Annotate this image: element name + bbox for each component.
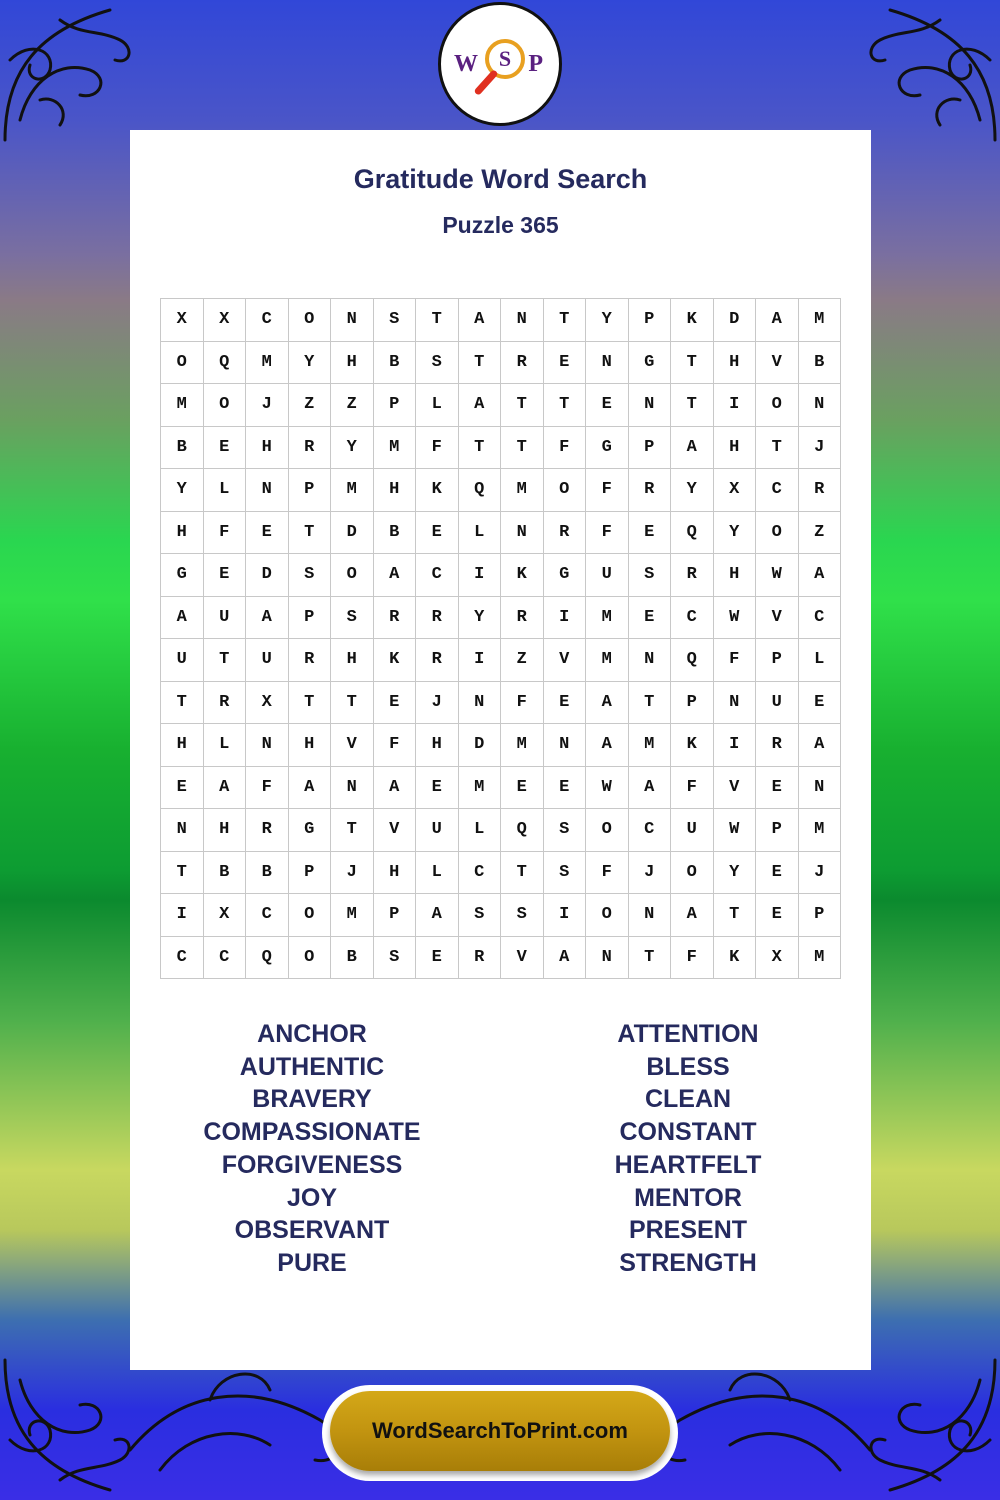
grid-cell[interactable]: C (204, 937, 247, 980)
grid-cell[interactable]: M (799, 937, 842, 980)
word-list-item: STRENGTH (619, 1248, 757, 1277)
grid-cell[interactable]: B (374, 512, 417, 555)
grid-cell[interactable]: S (416, 342, 459, 385)
grid-cell[interactable]: Y (714, 852, 757, 895)
word-list-item: ANCHOR (257, 1020, 367, 1048)
word-list-right (523, 1018, 853, 1280)
grid-cell[interactable]: T (459, 427, 502, 470)
grid-cell[interactable]: E (204, 554, 247, 597)
grid-cell[interactable]: Q (501, 809, 544, 852)
grid-cell[interactable]: T (629, 682, 672, 725)
grid-cell[interactable]: D (331, 512, 374, 555)
grid-cell[interactable]: H (246, 427, 289, 470)
grid-cell[interactable]: M (799, 299, 842, 342)
grid-cell[interactable]: K (374, 639, 417, 682)
logo-letter-s: S (498, 46, 512, 71)
grid-cell[interactable]: I (459, 554, 502, 597)
grid-cell[interactable]: O (544, 469, 587, 512)
grid-cell[interactable]: E (501, 767, 544, 810)
grid-cell[interactable]: H (289, 724, 332, 767)
grid-cell[interactable]: M (459, 767, 502, 810)
grid-cell[interactable]: X (714, 469, 757, 512)
grid-cell[interactable]: L (416, 384, 459, 427)
grid-cell[interactable]: X (756, 937, 799, 980)
grid-cell[interactable]: A (629, 767, 672, 810)
grid-cell[interactable]: N (501, 299, 544, 342)
grid-cell[interactable]: Z (289, 384, 332, 427)
grid-cell[interactable]: G (586, 427, 629, 470)
grid-cell[interactable]: E (161, 767, 204, 810)
grid-cell[interactable]: E (416, 512, 459, 555)
grid-cell[interactable]: K (671, 724, 714, 767)
grid-cell[interactable]: T (671, 384, 714, 427)
grid-cell[interactable]: M (374, 427, 417, 470)
grid-cell[interactable]: N (629, 894, 672, 937)
grid-cell[interactable]: S (289, 554, 332, 597)
grid-cell[interactable]: T (501, 384, 544, 427)
grid-cell[interactable]: F (204, 512, 247, 555)
grid-cell[interactable]: V (756, 597, 799, 640)
word-list-item: PRESENT (628, 1216, 748, 1245)
grid-cell[interactable]: W (714, 809, 757, 852)
grid-cell[interactable]: U (246, 639, 289, 682)
word-list-item: CLEAN (644, 1085, 732, 1114)
grid-cell[interactable]: Y (289, 342, 332, 385)
grid-cell[interactable]: O (331, 554, 374, 597)
grid-cell[interactable]: P (671, 682, 714, 725)
grid-cell[interactable]: C (246, 299, 289, 342)
word-list-item: BLESS (646, 1052, 730, 1081)
grid-cell[interactable]: N (331, 299, 374, 342)
puzzle-sheet (130, 130, 871, 1370)
grid-cell[interactable]: R (204, 682, 247, 725)
grid-cell[interactable]: C (671, 597, 714, 640)
grid-cell[interactable]: H (714, 554, 757, 597)
word-list-item: FORGIVENESS (221, 1150, 403, 1179)
grid-cell[interactable]: M (331, 469, 374, 512)
grid-cell[interactable]: R (756, 724, 799, 767)
grid-cell[interactable]: A (374, 767, 417, 810)
grid-cell[interactable]: Q (459, 469, 502, 512)
grid-cell[interactable]: E (586, 384, 629, 427)
grid-cell[interactable]: H (204, 809, 247, 852)
grid-cell[interactable]: I (459, 639, 502, 682)
grid-cell[interactable]: P (374, 894, 417, 937)
grid-cell[interactable]: F (586, 512, 629, 555)
grid-cell[interactable]: O (756, 512, 799, 555)
grid-cell[interactable]: V (374, 809, 417, 852)
grid-cell[interactable]: M (246, 342, 289, 385)
grid-cell[interactable]: Z (799, 512, 842, 555)
grid-cell[interactable]: T (544, 299, 587, 342)
grid-cell[interactable]: T (714, 894, 757, 937)
grid-cell[interactable]: Q (204, 342, 247, 385)
word-list-item: CONSTANT (619, 1118, 757, 1147)
grid-cell[interactable]: E (374, 682, 417, 725)
grid-cell[interactable]: M (799, 809, 842, 852)
grid-cell[interactable]: R (246, 809, 289, 852)
grid-cell[interactable]: E (629, 512, 672, 555)
grid-cell[interactable]: O (161, 342, 204, 385)
grid-cell[interactable]: P (374, 384, 417, 427)
site-banner[interactable] (322, 1385, 678, 1481)
grid-cell[interactable]: X (161, 299, 204, 342)
grid-cell[interactable]: T (331, 682, 374, 725)
grid-cell[interactable]: H (714, 342, 757, 385)
grid-cell[interactable]: J (416, 682, 459, 725)
grid-cell[interactable]: X (246, 682, 289, 725)
grid-cell[interactable]: C (799, 597, 842, 640)
grid-cell[interactable]: V (714, 767, 757, 810)
grid-cell[interactable]: P (756, 809, 799, 852)
grid-cell[interactable]: E (544, 682, 587, 725)
grid-cell[interactable]: T (416, 299, 459, 342)
page-title: Gratitude Word Search (353, 164, 648, 194)
grid-cell[interactable]: H (331, 639, 374, 682)
grid-cell[interactable]: E (756, 852, 799, 895)
grid-cell[interactable]: M (586, 597, 629, 640)
grid-cell[interactable]: U (161, 639, 204, 682)
word-list-item: OBSERVANT (234, 1216, 390, 1245)
grid-cell[interactable]: N (246, 724, 289, 767)
grid-cell[interactable]: I (161, 894, 204, 937)
grid-cell[interactable]: H (416, 724, 459, 767)
grid-cell[interactable]: S (331, 597, 374, 640)
grid-cell[interactable]: T (289, 682, 332, 725)
grid-cell[interactable]: V (544, 639, 587, 682)
grid-cell[interactable]: U (416, 809, 459, 852)
grid-cell[interactable]: I (714, 384, 757, 427)
grid-cell[interactable]: E (756, 767, 799, 810)
grid-cell[interactable]: P (629, 427, 672, 470)
grid-cell[interactable]: K (714, 937, 757, 980)
grid-cell[interactable]: R (289, 427, 332, 470)
grid-cell[interactable]: Q (671, 639, 714, 682)
logo-letter-w: W (454, 51, 478, 77)
grid-cell[interactable]: P (289, 852, 332, 895)
grid-cell[interactable]: J (799, 427, 842, 470)
grid-cell[interactable]: C (416, 554, 459, 597)
grid-cell[interactable]: P (289, 597, 332, 640)
grid-cell[interactable]: R (374, 597, 417, 640)
grid-cell[interactable]: I (544, 597, 587, 640)
grid-cell[interactable]: P (629, 299, 672, 342)
grid-cell[interactable]: A (799, 554, 842, 597)
grid-cell[interactable]: F (416, 427, 459, 470)
grid-cell[interactable]: A (246, 597, 289, 640)
word-list-item: JOY (286, 1183, 338, 1212)
grid-cell[interactable]: O (289, 937, 332, 980)
grid-cell[interactable]: O (586, 894, 629, 937)
grid-cell[interactable]: C (246, 894, 289, 937)
grid-cell[interactable]: T (204, 639, 247, 682)
grid-cell[interactable]: N (714, 682, 757, 725)
grid-cell[interactable]: J (799, 852, 842, 895)
grid-cell[interactable]: E (246, 512, 289, 555)
grid-cell[interactable]: B (204, 852, 247, 895)
grid-cell[interactable]: L (204, 724, 247, 767)
grid-cell[interactable]: W (756, 554, 799, 597)
grid-cell[interactable]: P (756, 639, 799, 682)
grid-cell[interactable]: T (289, 512, 332, 555)
grid-cell[interactable]: R (416, 639, 459, 682)
grid-cell[interactable]: M (501, 469, 544, 512)
grid-cell[interactable]: L (204, 469, 247, 512)
grid-cell[interactable]: M (629, 724, 672, 767)
word-list-left (147, 1018, 477, 1280)
word-list-item: COMPASSIONATE (203, 1118, 421, 1147)
grid-cell[interactable]: S (501, 894, 544, 937)
grid-cell[interactable]: E (629, 597, 672, 640)
grid-cell[interactable]: A (289, 767, 332, 810)
grid-cell[interactable]: W (714, 597, 757, 640)
grid-cell[interactable]: C (756, 469, 799, 512)
grid-cell[interactable]: N (161, 809, 204, 852)
grid-cell[interactable]: A (544, 937, 587, 980)
ornament-corner-top-right (850, 0, 1000, 150)
logo-letter-p: P (528, 51, 543, 77)
grid-cell[interactable]: O (289, 299, 332, 342)
grid-cell[interactable]: Z (501, 639, 544, 682)
grid-cell[interactable]: A (586, 682, 629, 725)
grid-cell[interactable]: I (544, 894, 587, 937)
grid-cell[interactable]: N (459, 682, 502, 725)
grid-cell[interactable]: W (586, 767, 629, 810)
grid-cell[interactable]: C (459, 852, 502, 895)
puzzle-number: Puzzle 365 (442, 212, 559, 238)
grid-cell[interactable]: E (756, 894, 799, 937)
grid-cell[interactable]: H (374, 469, 417, 512)
grid-cell[interactable]: S (374, 937, 417, 980)
grid-cell[interactable]: A (161, 597, 204, 640)
word-list-item: ATTENTION (617, 1020, 759, 1048)
grid-cell[interactable]: Y (161, 469, 204, 512)
grid-cell[interactable]: T (459, 342, 502, 385)
grid-cell[interactable]: A (204, 767, 247, 810)
grid-cell[interactable]: E (416, 767, 459, 810)
grid-cell[interactable]: M (161, 384, 204, 427)
grid-cell[interactable]: L (799, 639, 842, 682)
grid-cell[interactable]: D (246, 554, 289, 597)
grid-cell[interactable]: G (544, 554, 587, 597)
grid-cell[interactable]: T (501, 852, 544, 895)
grid-cell[interactable]: T (331, 809, 374, 852)
grid-cell[interactable]: N (246, 469, 289, 512)
grid-cell[interactable]: S (544, 852, 587, 895)
grid-cell[interactable]: U (586, 554, 629, 597)
grid-cell[interactable]: U (204, 597, 247, 640)
grid-cell[interactable]: Y (459, 597, 502, 640)
grid-cell[interactable]: B (246, 852, 289, 895)
grid-cell[interactable]: R (459, 937, 502, 980)
grid-cell[interactable]: X (204, 894, 247, 937)
grid-cell[interactable]: S (374, 299, 417, 342)
grid-cell[interactable]: M (331, 894, 374, 937)
grid-cell[interactable]: D (459, 724, 502, 767)
grid-cell[interactable]: A (416, 894, 459, 937)
grid-cell[interactable]: V (501, 937, 544, 980)
grid-cell[interactable]: Y (714, 512, 757, 555)
grid-cell[interactable]: O (289, 894, 332, 937)
grid-cell[interactable]: A (799, 724, 842, 767)
grid-cell[interactable]: N (501, 512, 544, 555)
grid-cell[interactable]: R (629, 469, 672, 512)
grid-cell[interactable]: K (501, 554, 544, 597)
grid-cell[interactable]: T (671, 342, 714, 385)
grid-cell[interactable]: A (671, 427, 714, 470)
grid-cell[interactable]: Y (671, 469, 714, 512)
grid-cell[interactable]: S (544, 809, 587, 852)
grid-cell[interactable]: F (586, 852, 629, 895)
grid-cell[interactable]: L (459, 809, 502, 852)
grid-cell[interactable]: O (586, 809, 629, 852)
wsp-logo[interactable] (438, 2, 562, 126)
word-list-item: BRAVERY (252, 1085, 372, 1114)
grid-cell[interactable]: J (246, 384, 289, 427)
grid-cell[interactable]: F (246, 767, 289, 810)
grid-cell[interactable]: T (629, 937, 672, 980)
grid-cell[interactable]: V (756, 342, 799, 385)
grid-cell[interactable]: Y (586, 299, 629, 342)
grid-cell[interactable]: T (161, 852, 204, 895)
grid-cell[interactable]: Z (331, 384, 374, 427)
grid-cell[interactable]: R (799, 469, 842, 512)
grid-cell[interactable]: H (161, 724, 204, 767)
grid-cell[interactable]: E (799, 682, 842, 725)
grid-cell[interactable]: F (586, 469, 629, 512)
grid-cell[interactable]: F (714, 639, 757, 682)
grid-cell[interactable]: V (331, 724, 374, 767)
grid-cell[interactable]: H (331, 342, 374, 385)
grid-cell[interactable]: G (161, 554, 204, 597)
grid-cell[interactable]: K (671, 299, 714, 342)
grid-cell[interactable]: T (756, 427, 799, 470)
grid-cell[interactable]: A (671, 894, 714, 937)
grid-cell[interactable]: H (714, 427, 757, 470)
grid-cell[interactable]: L (459, 512, 502, 555)
grid-cell[interactable]: U (671, 809, 714, 852)
grid-cell[interactable]: B (374, 342, 417, 385)
grid-cell[interactable]: R (501, 597, 544, 640)
grid-cell[interactable]: M (501, 724, 544, 767)
grid-cell[interactable]: A (586, 724, 629, 767)
grid-cell[interactable]: B (799, 342, 842, 385)
grid-cell[interactable]: H (161, 512, 204, 555)
grid-cell[interactable]: F (671, 767, 714, 810)
word-list-item: PURE (277, 1248, 347, 1277)
grid-cell[interactable]: T (501, 427, 544, 470)
grid-cell[interactable]: M (586, 639, 629, 682)
grid-cell[interactable]: K (416, 469, 459, 512)
grid-cell[interactable]: A (374, 554, 417, 597)
grid-cell[interactable]: P (289, 469, 332, 512)
grid-cell[interactable]: N (799, 384, 842, 427)
grid-cell[interactable]: T (161, 682, 204, 725)
grid-cell[interactable]: S (629, 554, 672, 597)
grid-cell[interactable]: X (204, 299, 247, 342)
grid-cell[interactable]: R (544, 512, 587, 555)
grid-cell[interactable]: C (629, 809, 672, 852)
grid-cell[interactable]: F (374, 724, 417, 767)
word-list-item: AUTHENTIC (239, 1052, 385, 1081)
grid-cell[interactable]: B (161, 427, 204, 470)
grid-cell[interactable]: U (756, 682, 799, 725)
grid-cell[interactable]: I (714, 724, 757, 767)
word-list-item: HEARTFELT (614, 1150, 762, 1179)
grid-cell[interactable]: P (799, 894, 842, 937)
grid-cell[interactable]: F (671, 937, 714, 980)
grid-cell[interactable]: B (331, 937, 374, 980)
grid-cell[interactable]: F (501, 682, 544, 725)
grid-cell[interactable]: Q (246, 937, 289, 980)
grid-cell[interactable]: O (756, 384, 799, 427)
grid-cell[interactable]: N (799, 767, 842, 810)
grid-cell[interactable]: E (204, 427, 247, 470)
grid-cell[interactable]: F (544, 427, 587, 470)
word-list-item: MENTOR (634, 1183, 742, 1212)
grid-cell[interactable]: Q (671, 512, 714, 555)
grid-cell[interactable]: N (629, 639, 672, 682)
letter-grid[interactable] (160, 298, 841, 979)
grid-cell[interactable]: N (544, 724, 587, 767)
grid-cell[interactable]: S (459, 894, 502, 937)
grid-cell[interactable]: N (586, 937, 629, 980)
grid-cell[interactable]: A (459, 384, 502, 427)
grid-cell[interactable]: C (161, 937, 204, 980)
grid-cell[interactable]: T (544, 384, 587, 427)
grid-cell[interactable]: N (586, 342, 629, 385)
grid-cell[interactable]: A (756, 299, 799, 342)
grid-cell[interactable]: E (544, 767, 587, 810)
grid-cell[interactable]: L (416, 852, 459, 895)
grid-cell[interactable]: G (629, 342, 672, 385)
grid-cell[interactable]: A (459, 299, 502, 342)
grid-cell[interactable]: N (629, 384, 672, 427)
grid-cell[interactable]: H (374, 852, 417, 895)
grid-cell[interactable]: E (416, 937, 459, 980)
grid-cell[interactable]: R (416, 597, 459, 640)
grid-cell[interactable]: D (714, 299, 757, 342)
site-link[interactable]: WordSearchToPrint.com (330, 1391, 670, 1471)
grid-cell[interactable]: O (671, 852, 714, 895)
grid-cell[interactable]: O (204, 384, 247, 427)
grid-cell[interactable]: J (629, 852, 672, 895)
ornament-corner-top-left (0, 0, 150, 150)
grid-cell[interactable]: R (501, 342, 544, 385)
grid-cell[interactable]: R (289, 639, 332, 682)
grid-cell[interactable]: Y (331, 427, 374, 470)
grid-cell[interactable]: J (331, 852, 374, 895)
grid-cell[interactable]: N (331, 767, 374, 810)
grid-cell[interactable]: R (671, 554, 714, 597)
grid-cell[interactable]: G (289, 809, 332, 852)
grid-cell[interactable]: E (544, 342, 587, 385)
